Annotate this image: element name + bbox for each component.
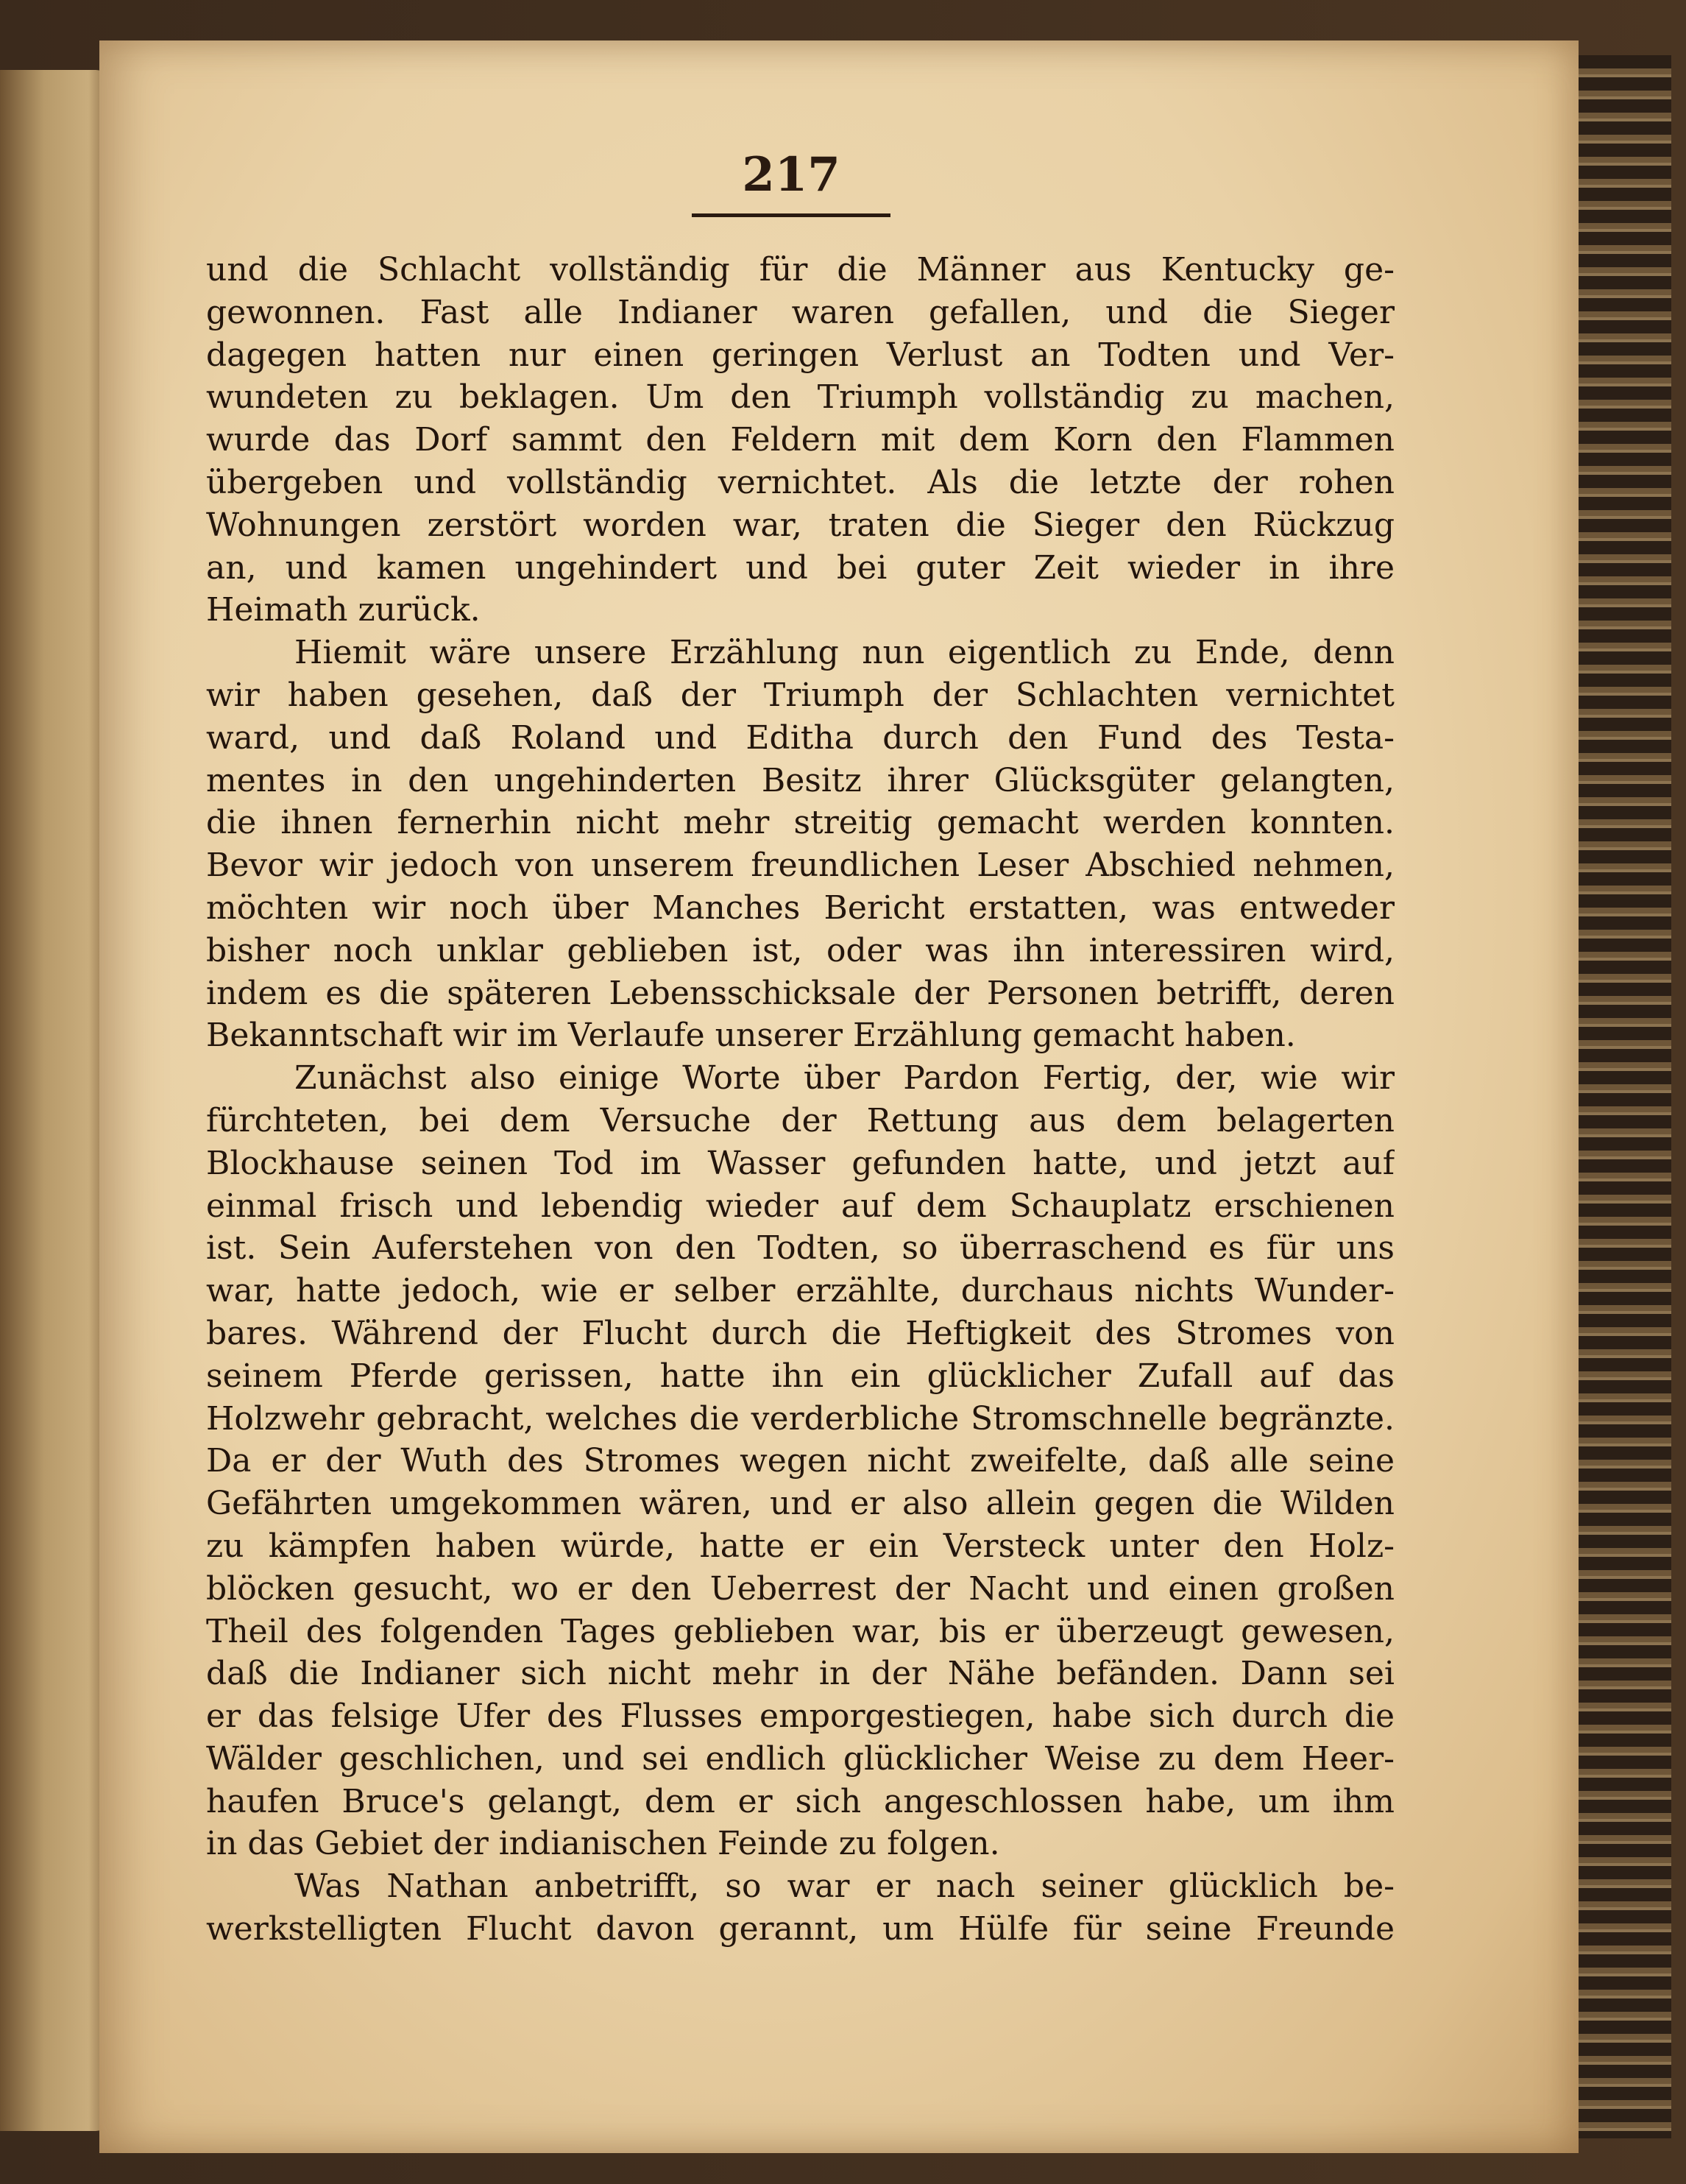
text-line: Hiemit wäre unsere Erzählung nun eigentlich zu Ende, denn	[294, 634, 1395, 672]
text-line: Wohnungen zerstört worden war, traten die Sieger den Rückzug	[206, 506, 1395, 544]
text-line: er das felsige Ufer des Flusses emporgestiegen, habe sich durch die	[206, 1697, 1395, 1736]
page-number-rule	[692, 213, 890, 217]
text-line: Da er der Wuth des Stromes wegen nicht zweifelte, daß alle seine	[206, 1442, 1395, 1480]
text-line: fürchteten, bei dem Versuche der Rettung aus dem belagerten	[206, 1101, 1395, 1139]
text-line: blöcken gesucht, wo er den Ueberrest der Nacht und einen großen	[206, 1569, 1395, 1608]
body-text	[206, 249, 1395, 1951]
text-line: Holzwehr gebracht, welches die verderbliche Stromschnelle begränzte.	[206, 1399, 1395, 1438]
text-line: ist. Sein Auferstehen von den Todten, so überraschend es für uns	[206, 1229, 1395, 1268]
text-line: Gefährten umgekommen wären, und er also allein gegen die Wilden	[206, 1485, 1395, 1523]
text-line: daß die Indianer sich nicht mehr in der Nähe befänden. Dann sei	[206, 1655, 1395, 1693]
text-line: zu kämpfen haben würde, hatte er ein Versteck unter den Holz-	[206, 1527, 1395, 1565]
text-line: haufen Bruce's gelangt, dem er sich angeschlossen habe, um ihm	[206, 1782, 1395, 1820]
text-line: wurde das Dorf sammt den Feldern mit dem Korn den Flammen	[206, 421, 1395, 459]
text-line: Zunächst also einige Worte über Pardon Fertig, der, wie wir	[294, 1059, 1395, 1098]
text-line: an, und kamen ungehindert und bei guter Zeit wieder in ihre	[206, 548, 1395, 587]
text-line: ward, und daß Roland und Editha durch den Fund des Testa-	[206, 718, 1395, 757]
text-line: die ihnen fernerhin nicht mehr streitig gemacht werden konnten.	[206, 804, 1395, 842]
text-line: seinem Pferde gerissen, hatte ihn ein glücklicher Zufall auf das	[206, 1357, 1395, 1395]
text-line: Was Nathan anbetrifft, so war er nach seiner glücklich be-	[294, 1867, 1395, 1906]
text-line: werkstelligten Flucht davon gerannt, um Hülfe für seine Freunde	[206, 1910, 1395, 1948]
text-line: war, hatte jedoch, wie er selber erzählte, durchaus nichts Wunder-	[206, 1272, 1395, 1310]
text-line: einmal frisch und lebendig wieder auf dem Schauplatz erschienen	[206, 1187, 1395, 1225]
text-line: bares. Während der Flucht durch die Heftigkeit des Stromes von	[206, 1314, 1395, 1352]
text-line: Heimath zurück.	[206, 591, 481, 629]
text-line: Theil des folgenden Tages geblieben war, bis er überzeugt gewesen,	[206, 1612, 1395, 1650]
page-number: 217	[742, 147, 840, 202]
text-line: bisher noch unklar geblieben ist, oder was ihn interessiren wird,	[206, 931, 1395, 969]
text-line: indem es die späteren Lebensschicksale der Personen betrifft, deren	[206, 974, 1395, 1012]
text-line: Blockhause seinen Tod im Wasser gefunden hatte, und jetzt auf	[206, 1144, 1395, 1182]
text-line: möchten wir noch über Manches Bericht erstatten, was entweder	[206, 888, 1395, 927]
text-line: übergeben und vollständig vernichtet. Als die letzte der rohen	[206, 463, 1395, 501]
text-line: und die Schlacht vollständig für die Männer aus Kentucky ge-	[206, 251, 1395, 289]
text-line: Bevor wir jedoch von unserem freundlichen Leser Abschied nehmen,	[206, 847, 1395, 885]
text-line: mentes in den ungehinderten Besitz ihrer Glücksgüter gelangten,	[206, 761, 1395, 799]
text-line: wir haben gesehen, daß der Triumph der Schlachten vernichtet	[206, 676, 1395, 714]
text-line: wundeten zu beklagen. Um den Triumph vollständig zu machen,	[206, 378, 1395, 417]
text-line: Wälder geschlichen, und sei endlich glücklicher Weise zu dem Heer-	[206, 1739, 1395, 1778]
text-line: gewonnen. Fast alle Indianer waren gefallen, und die Sieger	[206, 293, 1395, 331]
text-line: in das Gebiet der indianischen Feinde zu folgen.	[206, 1825, 1000, 1863]
text-line: dagegen hatten nur einen geringen Verlust an Todten und Ver-	[206, 336, 1395, 374]
left-page-edge	[0, 70, 110, 2131]
text-line: Bekanntschaft wir im Verlaufe unserer Erzählung gemacht haben.	[206, 1017, 1296, 1055]
